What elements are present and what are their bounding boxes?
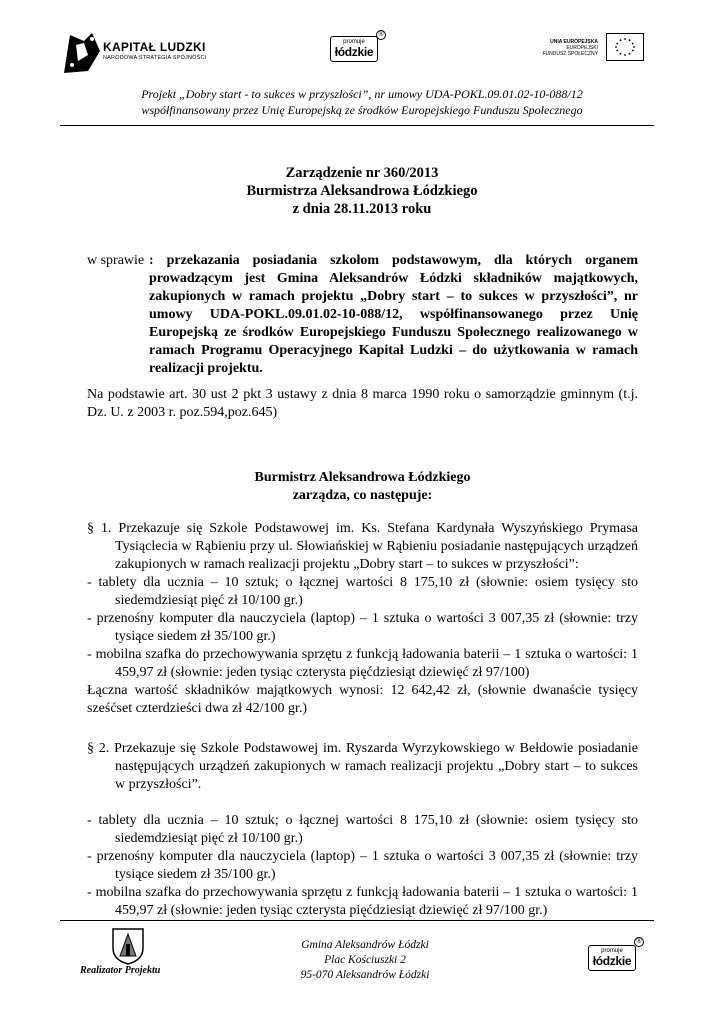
section-1-item-laptop: - przenośny komputer dla nauczyciela (laptop) – 1 sztuka o wartości 3 007,35 zł (słownie: trzy tysiące siedem zł 35/100 gr.) bbox=[87, 611, 638, 644]
eu-flag-icon bbox=[606, 33, 644, 61]
section-1-total: Łączna wartość składników majątkowych wynosi: 12 642,42 zł, (słownie dwanaście tysięcy sześćset czterdzieści dwa zł 42/100 gr.) bbox=[87, 683, 638, 716]
footer-promuje-lodzkie-logo: promuje łódzkie bbox=[588, 945, 636, 971]
legal-basis: Na podstawie art. 30 ust 2 pkt 3 ustawy z dnia 8 marca 1990 roku o samorządzie gminnym (t.j. Dz. U. z 2003 r. poz.594,poz.645) bbox=[87, 387, 638, 420]
section-1 bbox=[87, 520, 638, 718]
kapital-ludzki-logo-icon bbox=[62, 31, 102, 75]
section-2-item-cabinet: - mobilna szafka do przechowywania sprzętu z funkcją ładowania baterii – 1 sztuka o wartości: 1 459,97 zł (słownie: jeden tysiąc czterysta pięćdziesiąt dziewięć zł 97/100 gr.) bbox=[87, 885, 638, 918]
section-2 bbox=[87, 740, 638, 920]
section-1-intro: § 1. Przekazuje się Szkole Podstawowej im. Ks. Stefana Kardynała Wyszyńskiego Prymasa Tysiąclecia w Rąbieniu przy ul. Słowiańskiej w Rąbieniu posiadanie następujących urządzeń zakupionych w ramach realizacji projektu „Dobry start – to sukces w przyszłości”: bbox=[87, 521, 638, 572]
footer-registered-mark: ® bbox=[634, 937, 644, 947]
promuje-lodzkie-logo: promuje łódzkie bbox=[330, 36, 378, 62]
subject-prefix: w sprawie bbox=[87, 253, 145, 268]
project-info: Projekt „Dobry start - to sukces w przyszłości”, nr umowy UDA-POKL.09.01.02-10-088/12 współfinansowany przez Unię Europejską ze środków Europejskiego Funduszu Społecznego bbox=[141, 87, 583, 117]
document-title: Zarządzenie nr 360/2013 Burmistrza Aleksandrowa Łódzkiego z dnia 28.11.2013 roku bbox=[246, 165, 478, 217]
coat-of-arms-icon bbox=[110, 926, 146, 966]
decree-heading: Burmistrz Aleksandrowa Łódzkiego zarządza, co następuje: bbox=[254, 470, 471, 503]
section-1-item-tablets: - tablety dla ucznia – 10 sztuk; o łącznej wartości 8 175,10 zł (słownie: osiem tysięcy sto siedemdziesiąt pięć zł 10/100 gr.) bbox=[87, 575, 638, 608]
realizator-label: Realizator Projektu bbox=[80, 965, 161, 976]
eu-label: UNIA EUROPEJSKA EUROPEJSKI FUNDUSZ SPOŁECZNY bbox=[542, 39, 598, 57]
subject-paragraph bbox=[87, 252, 638, 378]
section-2-item-laptop: - przenośny komputer dla nauczyciela (laptop) – 1 sztuka o wartości 3 007,35 zł (słownie: trzy tysiące siedem zł 35/100 gr.) bbox=[87, 849, 638, 882]
footer-address: Gmina Aleksandrów Łódzki Plac Kościuszki 2 95-070 Aleksandrów Łódzki bbox=[300, 939, 430, 981]
kapital-ludzki-subtitle: NARODOWA STRATEGIA SPÓJNOŚCI bbox=[103, 55, 207, 61]
section-2-intro: § 2. Przekazuje się Szkole Podstawowej im. Ryszarda Wyrzykowskiego w Bełdowie posiadanie następujących urządzeń zakupionych w ramach realizacji projektu „Dobry start – to sukces w przyszłości”. bbox=[87, 741, 638, 792]
subject-text: : przekazania posiadania szkołom podstawowym, dla których organem prowadzącym jest Gmina Aleksandrów Łódzki składników majątkowych, zakupionych w ramach projektu „Dobry start – to sukces w przyszłości”, nr umowy UDA-POKL.09.01.02-10-088/12, współfinansowanego przez Unię Europejską ze środków Europejskiego Funduszu Społecznego realizowanego w ramach Programu Operacyjnego Kapitał Ludzki – do użytkowania w ramach realizacji projektu. bbox=[149, 253, 638, 376]
footer-divider bbox=[60, 920, 654, 921]
registered-mark: ® bbox=[376, 30, 386, 40]
header-divider bbox=[60, 125, 654, 126]
section-2-item-tablets: - tablety dla ucznia – 10 sztuk; o łącznej wartości 8 175,10 zł (słownie: osiem tysięcy sto siedemdziesiąt pięć zł 10/100 gr.) bbox=[87, 813, 638, 846]
section-1-item-cabinet: - mobilna szafka do przechowywania sprzętu z funkcją ładowania baterii – 1 sztuka o wartości: 1 459,97 zł (słownie: jeden tysiąc czterysta pięćdziesiąt dziewięć zł 97/100) bbox=[87, 647, 638, 680]
kapital-ludzki-title: KAPITAŁ LUDZKI bbox=[103, 40, 206, 54]
